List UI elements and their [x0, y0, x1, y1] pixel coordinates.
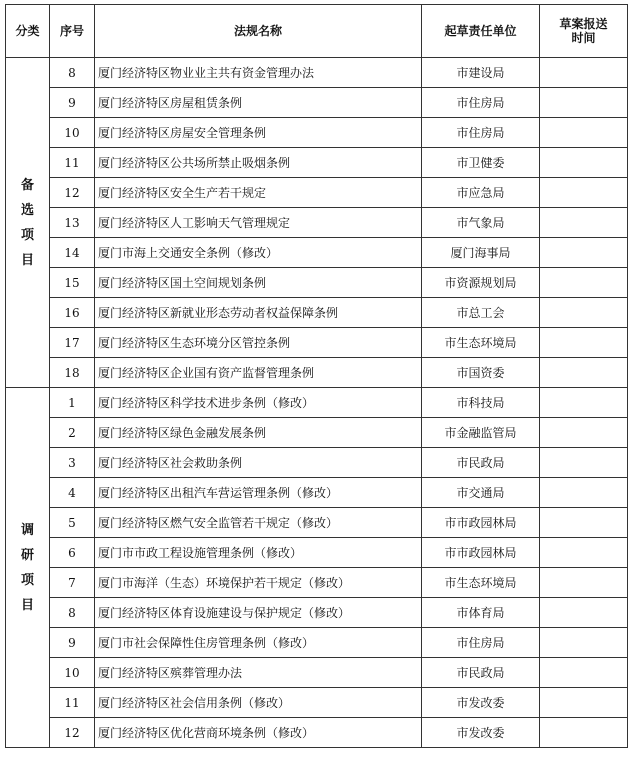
drafting-unit: 市国资委: [422, 358, 540, 388]
table-row: [6, 148, 628, 178]
submission-time: [540, 118, 628, 148]
table-row: [6, 628, 628, 658]
submission-time: [540, 178, 628, 208]
submission-time: [540, 298, 628, 328]
table-row: [6, 568, 628, 598]
submission-time: [540, 448, 628, 478]
submission-time: [540, 208, 628, 238]
drafting-unit: 市发改委: [422, 718, 540, 748]
drafting-unit: 市住房局: [422, 118, 540, 148]
header-category: 分类: [6, 5, 50, 58]
submission-time: [540, 388, 628, 418]
submission-time: [540, 58, 628, 88]
regulation-name: 厦门经济特区殡葬管理办法: [95, 658, 422, 688]
regulation-name: 厦门经济特区社会信用条例（修改）: [95, 688, 422, 718]
regulation-name: 厦门市海上交通安全条例（修改）: [95, 238, 422, 268]
table-row: [6, 598, 628, 628]
regulation-name: 厦门经济特区优化营商环境条例（修改）: [95, 718, 422, 748]
drafting-unit: 市民政局: [422, 658, 540, 688]
regulation-name: 厦门经济特区公共场所禁止吸烟条例: [95, 148, 422, 178]
table-body: [6, 58, 628, 748]
header-submission-time: [540, 5, 628, 58]
table-row: [6, 448, 628, 478]
table-row: [6, 358, 628, 388]
category-cell: [6, 388, 50, 748]
row-number: 13: [50, 208, 95, 238]
regulation-name: 厦门经济特区出租汽车营运管理条例（修改）: [95, 478, 422, 508]
drafting-unit: 市建设局: [422, 58, 540, 88]
drafting-unit: 市市政园林局: [422, 538, 540, 568]
table-row: [6, 268, 628, 298]
row-number: 18: [50, 358, 95, 388]
regulation-name: 厦门经济特区企业国有资产监督管理条例: [95, 358, 422, 388]
category-label: 备选项目: [20, 177, 34, 268]
row-number: 11: [50, 688, 95, 718]
row-number: 6: [50, 538, 95, 568]
table-row: [6, 478, 628, 508]
regulation-name: 厦门经济特区房屋安全管理条例: [95, 118, 422, 148]
drafting-unit: 市民政局: [422, 448, 540, 478]
submission-time: [540, 568, 628, 598]
row-number: 1: [50, 388, 95, 418]
row-number: 10: [50, 658, 95, 688]
row-number: 4: [50, 478, 95, 508]
drafting-unit: 市生态环境局: [422, 568, 540, 598]
submission-time: [540, 238, 628, 268]
header-time-line1: 草案报送: [559, 17, 608, 31]
regulation-name: 厦门经济特区体育设施建设与保护规定（修改）: [95, 598, 422, 628]
header-drafting-unit: 起草责任单位: [422, 5, 540, 58]
regulation-name: 厦门市社会保障性住房管理条例（修改）: [95, 628, 422, 658]
regulation-plan-table: [5, 4, 628, 748]
category-cell: [6, 58, 50, 388]
submission-time: [540, 538, 628, 568]
category-label: 调研项目: [20, 522, 34, 613]
drafting-unit: 市卫健委: [422, 148, 540, 178]
regulation-name: 厦门市海洋（生态）环境保护若干规定（修改）: [95, 568, 422, 598]
table-row: [6, 208, 628, 238]
regulation-table-container: [5, 4, 628, 748]
table-header-row: [6, 5, 628, 58]
drafting-unit: 市交通局: [422, 478, 540, 508]
row-number: 8: [50, 598, 95, 628]
submission-time: [540, 478, 628, 508]
drafting-unit: 市体育局: [422, 598, 540, 628]
regulation-name: 厦门经济特区新就业形态劳动者权益保障条例: [95, 298, 422, 328]
drafting-unit: 市金融监管局: [422, 418, 540, 448]
submission-time: [540, 418, 628, 448]
drafting-unit: 厦门海事局: [422, 238, 540, 268]
drafting-unit: 市总工会: [422, 298, 540, 328]
table-row: [6, 178, 628, 208]
table-row: [6, 508, 628, 538]
table-row: [6, 238, 628, 268]
drafting-unit: 市市政园林局: [422, 508, 540, 538]
drafting-unit: 市科技局: [422, 388, 540, 418]
regulation-name: 厦门经济特区物业业主共有资金管理办法: [95, 58, 422, 88]
header-number: 序号: [50, 5, 95, 58]
submission-time: [540, 718, 628, 748]
table-row: [6, 718, 628, 748]
regulation-name: 厦门经济特区国土空间规划条例: [95, 268, 422, 298]
table-row: [6, 118, 628, 148]
regulation-name: 厦门经济特区人工影响天气管理规定: [95, 208, 422, 238]
drafting-unit: 市住房局: [422, 628, 540, 658]
regulation-name: 厦门市市政工程设施管理条例（修改）: [95, 538, 422, 568]
drafting-unit: 市气象局: [422, 208, 540, 238]
submission-time: [540, 658, 628, 688]
row-number: 7: [50, 568, 95, 598]
table-row: [6, 388, 628, 418]
regulation-name: 厦门经济特区燃气安全监管若干规定（修改）: [95, 508, 422, 538]
submission-time: [540, 358, 628, 388]
row-number: 8: [50, 58, 95, 88]
row-number: 5: [50, 508, 95, 538]
row-number: 10: [50, 118, 95, 148]
regulation-name: 厦门经济特区生态环境分区管控条例: [95, 328, 422, 358]
drafting-unit: 市发改委: [422, 688, 540, 718]
table-row: [6, 658, 628, 688]
row-number: 12: [50, 178, 95, 208]
row-number: 16: [50, 298, 95, 328]
row-number: 9: [50, 88, 95, 118]
row-number: 12: [50, 718, 95, 748]
table-row: [6, 328, 628, 358]
regulation-name: 厦门经济特区科学技术进步条例（修改）: [95, 388, 422, 418]
row-number: 14: [50, 238, 95, 268]
submission-time: [540, 508, 628, 538]
table-row: [6, 418, 628, 448]
submission-time: [540, 628, 628, 658]
drafting-unit: 市住房局: [422, 88, 540, 118]
table-row: [6, 688, 628, 718]
table-row: [6, 88, 628, 118]
header-regulation-name: 法规名称: [95, 5, 422, 58]
row-number: 9: [50, 628, 95, 658]
row-number: 15: [50, 268, 95, 298]
table-row: [6, 298, 628, 328]
row-number: 17: [50, 328, 95, 358]
regulation-name: 厦门经济特区房屋租赁条例: [95, 88, 422, 118]
regulation-name: 厦门经济特区社会救助条例: [95, 448, 422, 478]
submission-time: [540, 268, 628, 298]
regulation-name: 厦门经济特区安全生产若干规定: [95, 178, 422, 208]
regulation-name: 厦门经济特区绿色金融发展条例: [95, 418, 422, 448]
drafting-unit: 市应急局: [422, 178, 540, 208]
submission-time: [540, 148, 628, 178]
submission-time: [540, 598, 628, 628]
table-row: [6, 58, 628, 88]
submission-time: [540, 328, 628, 358]
drafting-unit: 市生态环境局: [422, 328, 540, 358]
submission-time: [540, 688, 628, 718]
header-time-line2: 时间: [571, 31, 596, 45]
row-number: 3: [50, 448, 95, 478]
submission-time: [540, 88, 628, 118]
row-number: 2: [50, 418, 95, 448]
table-row: [6, 538, 628, 568]
row-number: 11: [50, 148, 95, 178]
drafting-unit: 市资源规划局: [422, 268, 540, 298]
